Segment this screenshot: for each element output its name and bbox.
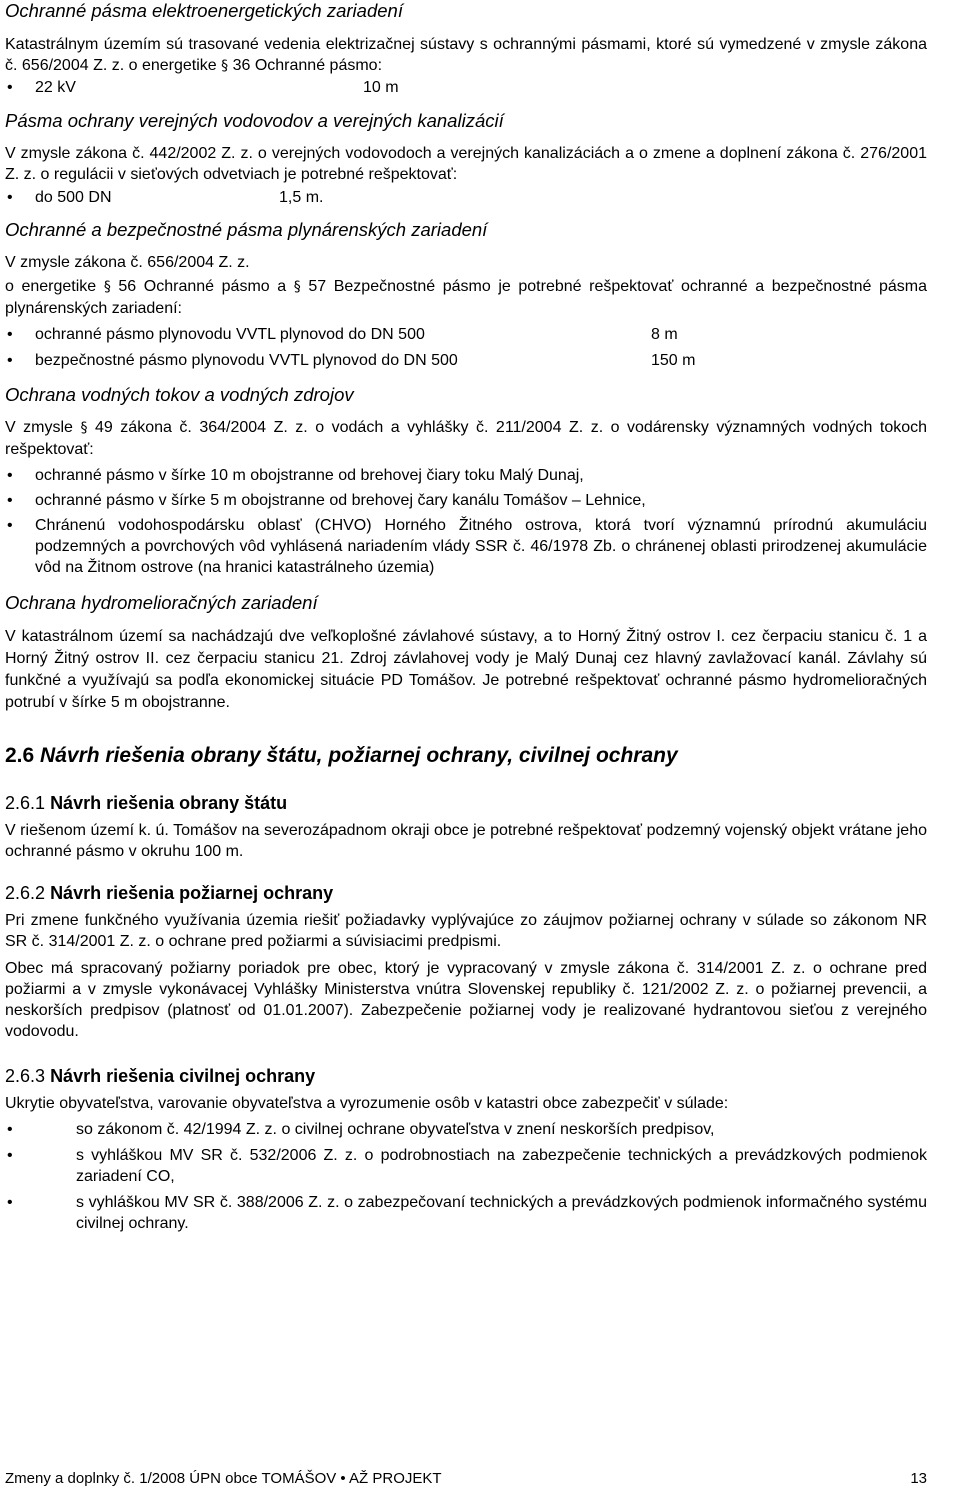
bullet-list (5, 324, 927, 371)
list-item: • so zákonom č. 42/1994 Z. z. o civilnej ochrane obyvateľstva v znení neskorších predpisov, (5, 1119, 927, 1140)
footer-text: Zmeny a doplnky č. 1/2008 ÚPN obce TOMÁŠOV • AŽ PROJEKT (5, 1470, 442, 1487)
paragraph: V zmysle § 49 zákona č. 364/2004 Z. z. o vodách a vyhlášky č. 211/2004 Z. z. o vodárensky významných vodných tokoch rešpektovať: (5, 419, 928, 458)
list-item: • ochranné pásmo plynovodu VVTL plynovod do DN 500 8 m (5, 324, 927, 345)
bullet-list (5, 465, 927, 578)
paragraph: Pri zmene funkčného využívania územia riešiť požiadavky vyplývajúce zo záujmov požiarnej ochrany v súlade so zákonom NR SR č. 314/2001 Z. z. o ochrane pred požiarmi a súvisiacimi predpismi. (5, 912, 927, 950)
bullet-list (5, 1119, 927, 1234)
page-number: 13 (910, 1470, 927, 1487)
paragraph: Katastrálnym územím sú trasované vedenia elektrizačnej sústavy s ochrannými pásmami, ktoré sú vymedzené v zmysle zákona č. 656/2004 Z. z. o energetike § 36 Ochranné pásmo: (5, 36, 927, 74)
list-item: • bezpečnostné pásmo plynovodu VVTL plynovod do DN 500 150 m (5, 350, 927, 371)
paragraph: V zmysle zákona č. 656/2004 Z. z. (5, 254, 250, 271)
list-item: • Chránenú vodohospodársku oblasť (CHVO) Horného Žitného ostrova, ktorá tvorí významnú prírodnú akumuláciu podzemných a povrchových vôd vyhlásená nariadením vlády SSR č. 46/1978 Zb. o chránenej oblasti prirodzenej akumulácie vôd na Žitnom ostrove (na hranici katastrálneho územia) (5, 515, 927, 578)
subsection-heading: 2.6.3 Návrh riešenia civilnej ochrany (5, 1066, 316, 1086)
bullet-list (5, 77, 927, 98)
section-sign: § (221, 58, 229, 74)
paragraph: o energetike § 56 Ochranné pásmo a § 57 Bezpečnostné pásmo je potrebné rešpektovať ochranné a bezpečnostné pásma plynárenských zariadení: (5, 278, 928, 317)
list-item: • ochranné pásmo v šírke 10 m obojstranne od brehovej čiary toku Malý Dunaj, (5, 465, 927, 486)
bullet-list (5, 187, 927, 208)
paragraph: Ukrytie obyvateľstva, varovanie obyvateľstva a vyrozumenie osôb v katastri obce zabezpečiť v súlade: (5, 1095, 729, 1112)
paragraph: V zmysle zákona č. 442/2002 Z. z. o verejných vodovodoch a verejných kanalizáciách a o zmene a doplnení zákona č. 276/2001 Z. z. o regulácii v sieťových odvetviach je potrebné rešpektovať: (5, 145, 927, 183)
list-item: • 22 kV 10 m (5, 77, 927, 98)
section-title: Pásma ochrany verejných vodovodov a verejných kanalizácií (5, 110, 504, 131)
chapter-heading: 2.6 Návrh riešenia obrany štátu, požiarnej ochrany, civilnej ochrany (5, 744, 678, 767)
paragraph: V katastrálnom území sa nachádzajú dve veľkoplošné závlahové sústavy, a to Horný Žitný ostrov I. cez čerpaciu stanicu č. 1 a Horný Žitný ostrov II. cez čerpaciu stanicu 21. Zdroj závlahovej vody je Malý Dunaj cez hlavný zavlažovací kanál. Závlahy sú funkčné a využívajú sa podľa ekonomickej situácie PD Tomášov. Je potrebné rešpektovať ochranné pásmo hydromelioračných potrubí v šírke 5 m obojstranne. (5, 628, 927, 711)
list-item: • do 500 DN 1,5 m. (5, 187, 927, 208)
list-item: • s vyhláškou MV SR č. 532/2006 Z. z. o podrobnostiach na zabezpečenie technických a prevádzkových podmienok zariadení CO, (5, 1145, 927, 1187)
section-sign: § (103, 279, 111, 295)
section-title: Ochranné a bezpečnostné pásma plynárenských zariadení (5, 219, 488, 240)
section-sign: § (80, 420, 88, 436)
list-item: • s vyhláškou MV SR č. 388/2006 Z. z. o zabezpečovaní technických a prevádzkových podmienok informačného systému civilnej ochrany. (5, 1192, 927, 1234)
section-sign: § (293, 279, 301, 295)
section-title: Ochrana vodných tokov a vodných zdrojov (5, 384, 354, 405)
list-item: • ochranné pásmo v šírke 5 m obojstranne od brehovej čary kanálu Tomášov – Lehnice, (5, 490, 927, 511)
section-title: Ochranné pásma elektroenergetických zariadení (5, 0, 403, 21)
subsection-heading: 2.6.2 Návrh riešenia požiarnej ochrany (5, 883, 334, 903)
subsection-heading: 2.6.1 Návrh riešenia obrany štátu (5, 793, 288, 813)
paragraph: V riešenom území k. ú. Tomášov na severozápadnom okraji obce je potrebné rešpektovať podzemný vojenský objekt vrátane jeho ochranné pásmo v okruhu 100 m. (5, 822, 927, 860)
page-footer (5, 1469, 927, 1489)
document-page (5, 0, 927, 1234)
section-title: Ochrana hydromelioračných zariadení (5, 592, 318, 613)
paragraph: Obec má spracovaný požiarny poriadok pre obec, ktorý je vypracovaný v zmysle zákona č. 314/2001 Z. z. o ochrane pred požiarmi a v zmysle vykonávacej Vyhlášky Ministerstva vnútra Slovenskej republiky č. 121/2002 Z. z. o požiarnej prevencii, a neskorších predpisov (platnosť od 01.01.2007). Zabezpečenie požiarnej vody je realizované hydrantovou sieťou z verejného vodovodu. (5, 960, 927, 1040)
